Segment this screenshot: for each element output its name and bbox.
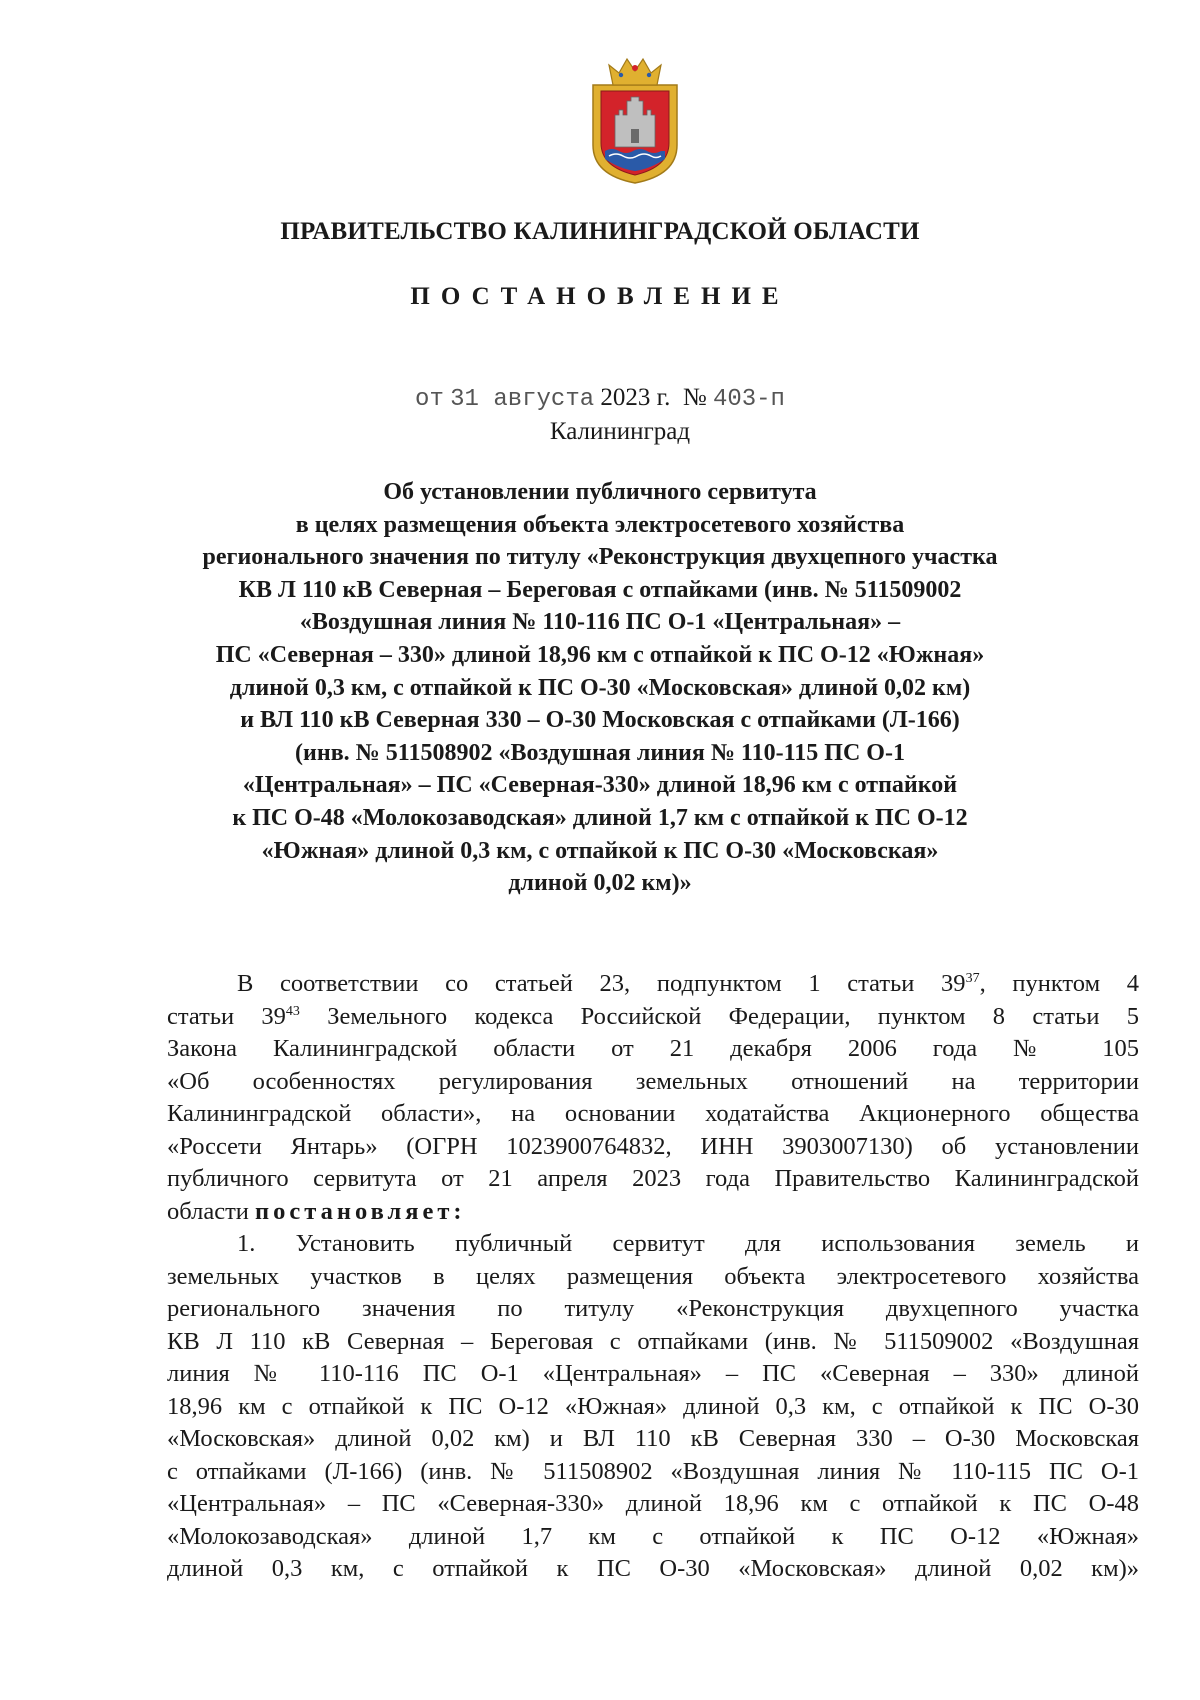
title-line: в целях размещения объекта электросетевого хозяйства [295,511,905,538]
date-number-line [0,384,1200,413]
item1-line: длиной 0,3 км, с отпайкой к ПС О-30 «Московская» длиной 0,02 км)» [167,1555,1139,1582]
preamble-line: публичного сервитута от 21 апреля 2023 года Правительство Калининградской [167,1165,1139,1192]
date-year: 2023 г. [600,384,671,411]
item1-line: регионального значения по титулу «Реконструкция двухцепного участка [167,1295,1139,1322]
number-sign: № [682,384,707,411]
coat-of-arms-emblem [585,55,685,185]
title-line: регионального значения по титулу «Реконструкция двухцепного участка [202,544,998,571]
title-line: Об установлении публичного сервитута [383,479,817,505]
title-line: длиной 0,02 км)» [508,870,692,897]
preamble-line: области постановляет: [167,1197,466,1225]
preamble-line: Закона Калининградской области от 21 декабря 2006 года № 105 [167,1035,1139,1062]
item1-line: «Молокозаводская» длиной 1,7 км с отпайкой к ПС О-12 «Южная» [167,1522,1139,1550]
document-body [167,968,1139,1586]
preamble-line: «Об особенностях регулирования земельных отношений на территории [167,1067,1139,1095]
item1-line: линия № 110-116 ПС О-1 «Центральная» – ПС «Северная – 330» длиной [167,1360,1139,1387]
date-prefix: от [415,386,444,413]
city-name: Калининград [549,418,691,445]
preamble-line: статьи $39^{43}$ Земельного кодекса Российской Федерации, пунктом 8 статьи 5 [167,1002,1139,1030]
document-title [0,476,1200,900]
date-handwritten: 31 августа [450,386,595,413]
title-line: «Центральная» – ПС «Северная-330» длиной 18,96 км с отпайкой [242,772,958,799]
document-type: ПОСТАНОВЛЕНИЕ [410,283,790,310]
title-line: длиной 0,3 км, с отпайкой к ПС О-30 «Московская» длиной 0,02 км) [229,674,971,701]
preamble-line: В соответствии со статьей 23, подпунктом 1 статьи $39^{37}$, пунктом 4 [237,970,1139,997]
item1-line: «Московская» длиной 0,02 км) и ВЛ 110 кВ Северная 330 – О-30 Московская [167,1425,1139,1452]
item1-line: «Центральная» – ПС «Северная-330» длиной 18,96 км с отпайкой к ПС О-48 [167,1490,1139,1517]
document-number: 403-п [712,386,785,413]
title-line: к ПС О-48 «Молокозаводская» длиной 1,7 км с отпайкой к ПС О-12 [232,804,968,831]
preamble-line: «Россети Янтарь» (ОГРН 1023900764832, ИНН 3903007130) об установлении [167,1132,1139,1160]
title-line: ПС «Северная – 330» длиной 18,96 км с отпайкой к ПС О-12 «Южная» [215,641,985,668]
item1-line: 18,96 км с отпайкой к ПС О-12 «Южная» длиной 0,3 км, с отпайкой к ПС О-30 [167,1392,1139,1420]
item1-line: с отпайками (Л-166) (инв. № 511508902 «Воздушная линия № 110-115 ПС О-1 [167,1457,1139,1485]
title-line: и ВЛ 110 кВ Северная 330 – О-30 Московская с отпайками (Л-166) [240,707,960,734]
preamble-line: Калининградской области», на основании ходатайства Акционерного общества [167,1100,1139,1127]
title-line: «Воздушная линия № 110-116 ПС О-1 «Центральная» – [299,609,901,636]
organization-name: ПРАВИТЕЛЬСТВО КАЛИНИНГРАДСКОЙ ОБЛАСТИ [280,218,920,245]
resolves-word: постановляет: [255,1197,466,1225]
item1-line: КВ Л 110 кВ Северная – Береговая с отпайками (инв. № 511509002 «Воздушная [167,1327,1139,1355]
title-line: (инв. № 511508902 «Воздушная линия № 110-115 ПС О-1 [295,739,905,766]
item1-line: 1. Установить публичный сервитут для использования земель и [237,1230,1139,1257]
item1-line: земельных участков в целях размещения объекта электросетевого хозяйства [167,1262,1139,1290]
title-line: КВ Л 110 кВ Северная – Береговая с отпайками (инв. № 511509002 [238,576,962,603]
title-line: «Южная» длиной 0,3 км, с отпайкой к ПС О-30 «Московская» [261,837,939,864]
